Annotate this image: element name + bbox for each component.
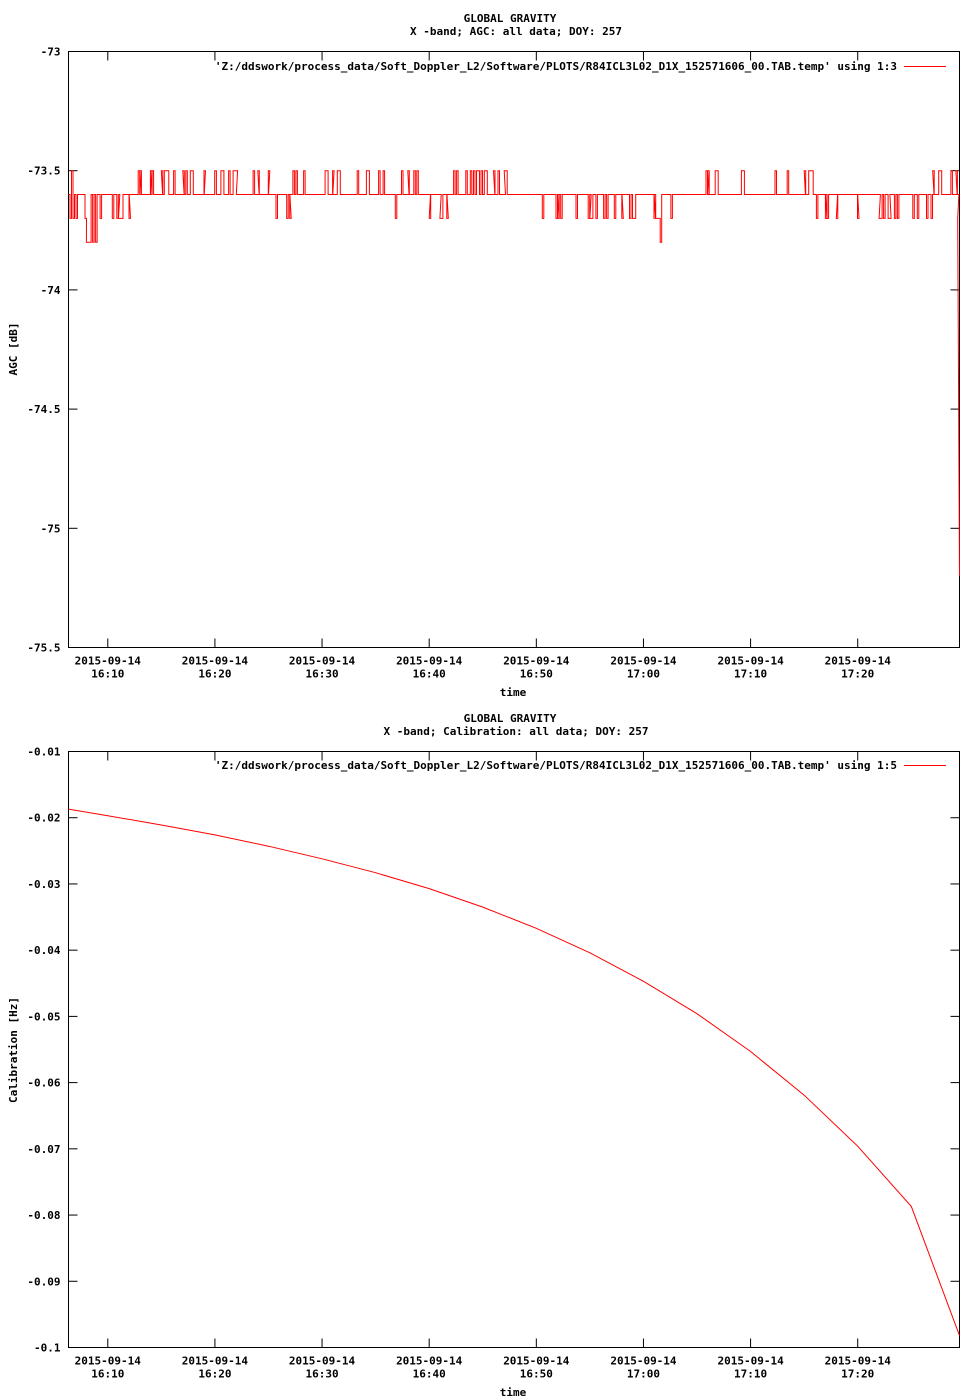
x-tick-label-date: 2015-09-14 [74, 1354, 141, 1368]
x-axis-label: time [499, 686, 527, 699]
x-tick-label-date: 2015-09-14 [503, 654, 570, 668]
x-tick-label-date: 2015-09-14 [181, 1354, 249, 1368]
y-tick-label: -73 [40, 45, 61, 59]
x-tick-label-date: 2015-09-14 [503, 1354, 570, 1368]
y-tick-label: -74 [40, 283, 61, 297]
x-axis-label: time [499, 1386, 527, 1399]
y-tick-label: -0.1 [34, 1341, 61, 1355]
x-tick-label-time: 17:10 [734, 1367, 768, 1381]
x-ticks [75, 52, 892, 681]
legend [215, 60, 946, 73]
panel-calibration [7, 712, 960, 1399]
x-tick-label-time: 16:50 [519, 667, 553, 681]
x-tick-label-time: 16:20 [198, 1367, 232, 1381]
y-tick-label: -75 [40, 522, 61, 536]
y-tick-label: -0.04 [27, 944, 61, 958]
x-tick-label-time: 17:00 [626, 667, 661, 681]
y-tick-label: -0.06 [27, 1076, 61, 1090]
y-axis-label: Calibration [Hz] [7, 997, 20, 1103]
x-tick-label-time: 16:40 [412, 667, 446, 681]
y-tick-label: -0.03 [27, 877, 61, 891]
x-tick-label-date: 2015-09-14 [396, 654, 463, 668]
x-tick-label-date: 2015-09-14 [717, 1354, 784, 1368]
x-tick-label-date: 2015-09-14 [288, 654, 356, 668]
x-tick-label-time: 16:20 [198, 667, 232, 681]
y-tick-label: -73.5 [27, 164, 61, 178]
legend-label: 'Z:/ddswork/process_data/Soft_Doppler_L2/Software/PLOTS/R84ICL3L02_D1X_152571606_00.TAB.temp' using 1:3 [214, 60, 897, 73]
y-tick-label: -0.08 [27, 1209, 61, 1223]
y-tick-label: -74.5 [27, 403, 61, 417]
y-tick-label: -0.07 [27, 1142, 61, 1156]
y-ticks [27, 746, 959, 1355]
panel-agc [7, 12, 960, 699]
series-line [69, 809, 960, 1336]
x-tick-label-date: 2015-09-14 [181, 654, 249, 668]
chart-title: GLOBAL GRAVITY [463, 12, 557, 25]
legend-label: 'Z:/ddswork/process_data/Soft_Doppler_L2/Software/PLOTS/R84ICL3L02_D1X_152571606_00.TAB.temp' using 1:5 [214, 759, 897, 772]
y-tick-label: -75.5 [27, 641, 61, 655]
y-tick-label: -0.05 [27, 1010, 61, 1024]
chart-subtitle: X -band; AGC: all data; DOY: 257 [410, 25, 622, 38]
chart-subtitle: X -band; Calibration: all data; DOY: 257 [383, 725, 649, 738]
x-tick-label-time: 16:40 [412, 1367, 446, 1381]
y-ticks [27, 46, 959, 655]
plot-frame [69, 752, 960, 1348]
x-tick-label-time: 16:10 [91, 667, 125, 681]
y-tick-label: -0.01 [27, 745, 61, 759]
plot-frame [69, 52, 960, 648]
x-tick-label-date: 2015-09-14 [74, 654, 141, 668]
x-tick-label-time: 16:50 [519, 1367, 553, 1381]
x-tick-label-date: 2015-09-14 [610, 1354, 677, 1368]
x-tick-label-date: 2015-09-14 [717, 654, 784, 668]
x-tick-label-date: 2015-09-14 [288, 1354, 356, 1368]
x-tick-label-date: 2015-09-14 [610, 654, 677, 668]
x-tick-label-date: 2015-09-14 [396, 1354, 463, 1368]
y-tick-label: -0.09 [27, 1275, 61, 1289]
x-tick-label-time: 17:20 [841, 667, 875, 681]
legend [215, 759, 946, 772]
x-tick-label-date: 2015-09-14 [824, 654, 891, 668]
x-tick-label-date: 2015-09-14 [824, 1354, 891, 1368]
x-tick-label-time: 16:10 [91, 1367, 125, 1381]
x-tick-label-time: 17:10 [734, 667, 768, 681]
x-tick-label-time: 16:30 [305, 667, 339, 681]
x-tick-label-time: 16:30 [305, 1367, 339, 1381]
y-tick-label: -0.02 [27, 811, 61, 825]
x-tick-label-time: 17:00 [626, 1367, 661, 1381]
series-line [69, 171, 960, 576]
series-layer [69, 809, 960, 1336]
x-tick-label-time: 17:20 [841, 1367, 875, 1381]
series-layer [69, 171, 960, 576]
chart-title: GLOBAL GRAVITY [463, 712, 557, 725]
y-axis-label: AGC [dB] [7, 322, 20, 376]
